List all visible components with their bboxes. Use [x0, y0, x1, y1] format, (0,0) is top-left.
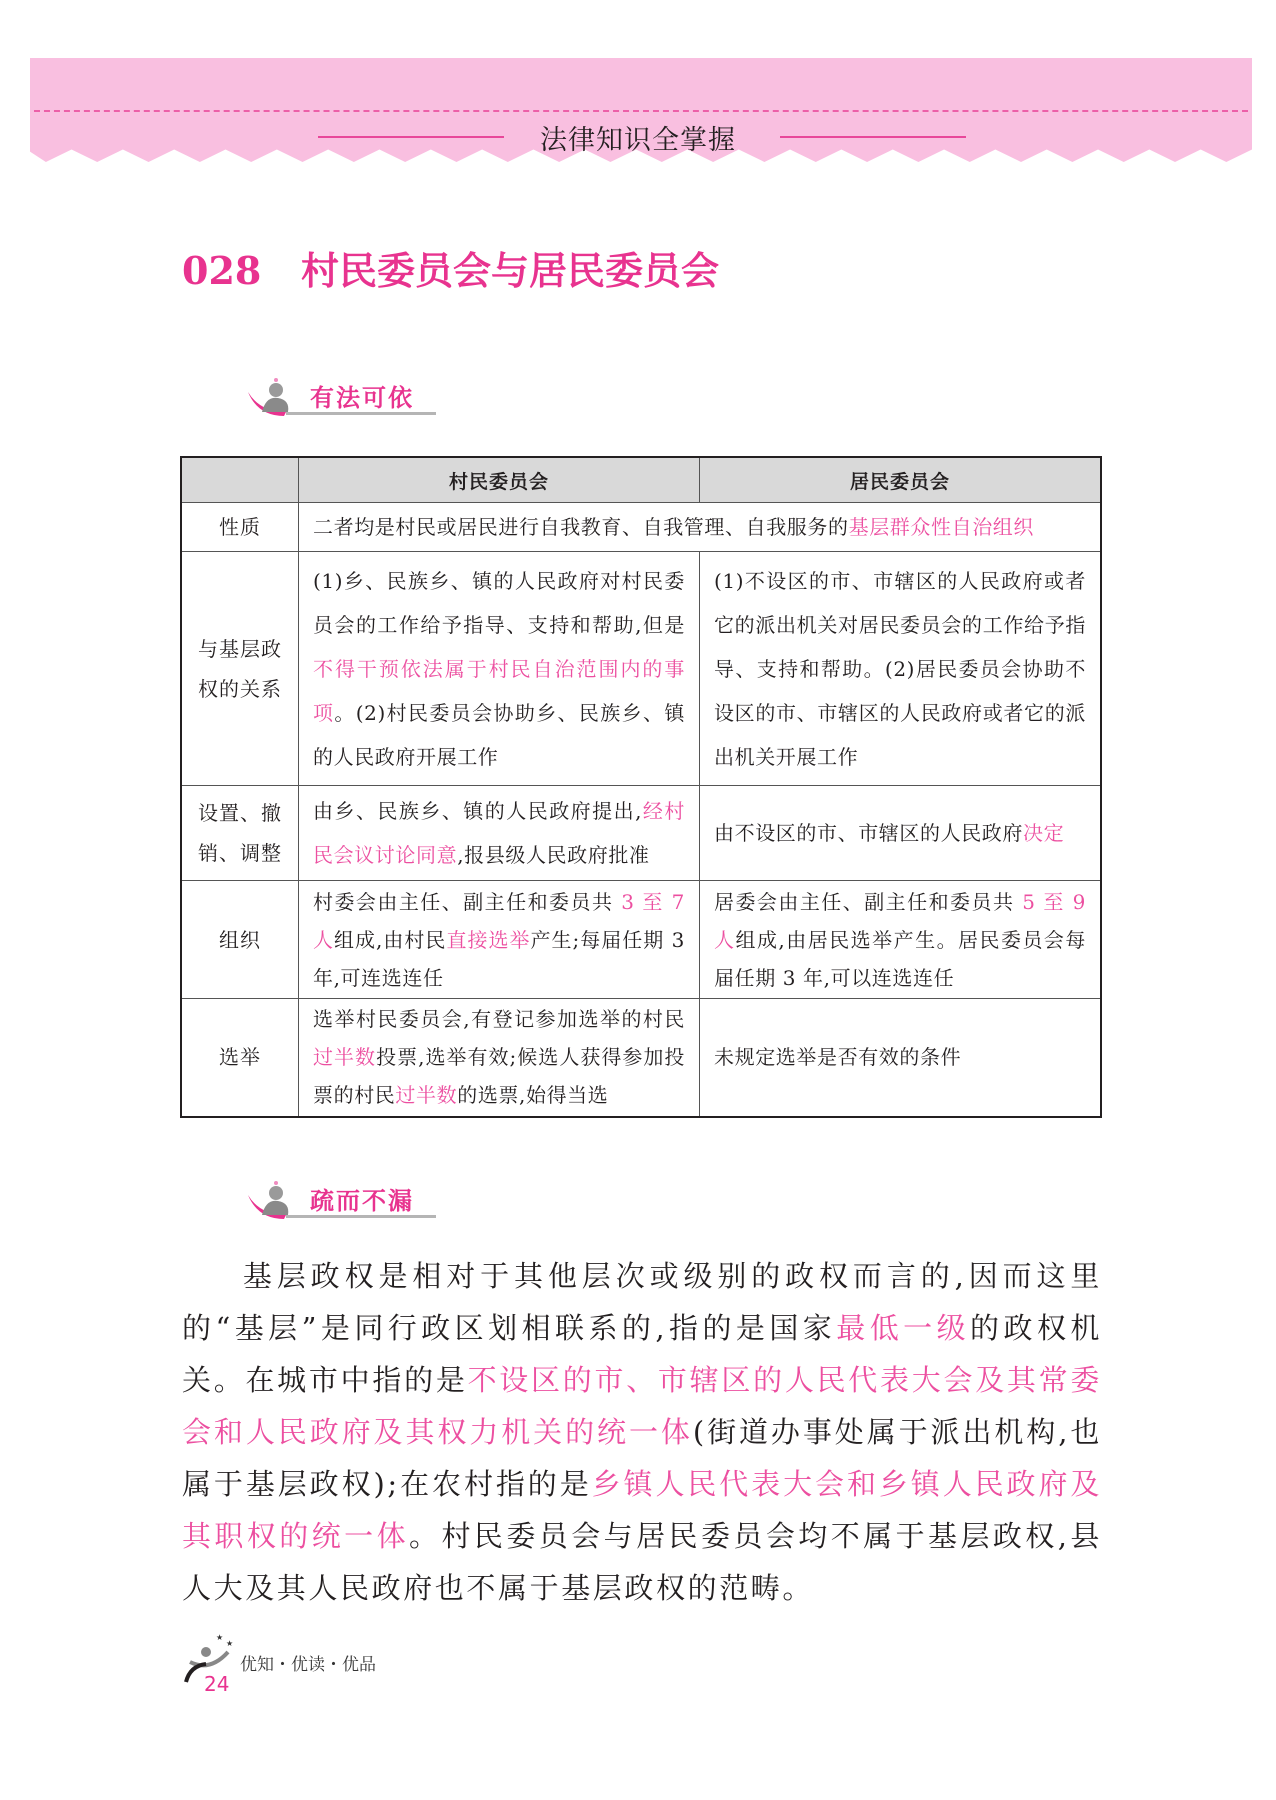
table-row	[181, 503, 1101, 552]
section-label: 有法可依	[310, 384, 414, 412]
highlighted-text: 3 至 7 人	[313, 889, 685, 952]
cell-resident	[700, 881, 1102, 999]
text-segment: (街道办事处属于派出机构,也属于基层政权);在农村指的是	[182, 1415, 1102, 1501]
header-cell-village: 村民委员会	[299, 457, 700, 503]
cell-village	[299, 552, 700, 786]
highlighted-text: 过半数	[313, 1045, 377, 1070]
footer-slogan: 优知・优读・优品	[240, 1655, 376, 1675]
section-badge-legal-basis	[246, 372, 456, 418]
section-underline	[286, 1215, 436, 1218]
section-label: 疏而不漏	[310, 1187, 414, 1215]
highlighted-text: 基层群众性自治组织	[848, 515, 1035, 539]
text-segment: 二者均是村民或居民进行自我教育、自我管理、自我服务的	[313, 515, 849, 539]
table-row	[181, 786, 1101, 881]
highlighted-text: 直接选举	[446, 927, 531, 952]
row-label: 性质	[181, 503, 299, 552]
text-segment: 基层政权是相对于其他层次或级别的政权而言的,因而这里的“基层”是同行政区划相联系的,指的是国家	[182, 1259, 1102, 1345]
header-title: 法律知识全掌握	[540, 125, 736, 156]
cell-resident	[700, 999, 1102, 1117]
section-underline	[286, 412, 436, 415]
table-row	[181, 881, 1101, 999]
highlighted-text: 过半数	[395, 1083, 458, 1108]
explanation-paragraph	[182, 1250, 1102, 1614]
text-segment: (1)不设区的市、市辖区的人民政府或者它的派出机关对居民委员会的工作给予指导、支持和帮助。(2)居民委员会协助不设区的市、市辖区的人民政府或者它的派出机关开展工作	[714, 568, 1086, 769]
text-segment: 组成,由居民选举产生。居民委员会每届任期 3 年,可以连选连任	[714, 927, 1086, 990]
text-segment: 由乡、民族乡、镇的人民政府提出,	[313, 799, 643, 823]
row-label: 选举	[181, 999, 299, 1117]
section-badge-notes	[246, 1175, 456, 1221]
article-heading: 村民委员会与居民委员会	[301, 248, 720, 293]
highlighted-text: 不得干预依法属于村民自治范围内的事项	[313, 656, 685, 725]
text-segment: ,报县级人民政府批准	[457, 843, 650, 867]
text-segment: 居委会由主任、副主任和委员共	[714, 889, 1023, 914]
table-row	[181, 999, 1101, 1117]
svg-text:★: ★	[216, 1633, 224, 1642]
highlighted-text: 经村民会议讨论同意	[313, 799, 685, 867]
header-cell-resident: 居民委员会	[700, 457, 1102, 503]
highlighted-text: 不设区的市、市辖区的人民代表大会及其常委会和人民政府及其权力机关的统一体	[182, 1363, 1102, 1449]
cell-village	[299, 881, 700, 999]
text-segment: 。(2)村民委员会协助乡、民族乡、镇的人民政府开展工作	[313, 700, 685, 769]
cell-resident	[700, 552, 1102, 786]
highlighted-text: 乡镇人民代表大会和乡镇人民政府及其职权的统一体	[182, 1467, 1102, 1553]
row-label: 设置、撤销、调整	[181, 786, 299, 881]
row-label: 与基层政权的关系	[181, 552, 299, 786]
cell-village	[299, 999, 700, 1117]
text-segment: 产生;每届任期 3 年,可连选连任	[313, 927, 685, 990]
comparison-table	[180, 456, 1102, 1118]
text-segment: (1)乡、民族乡、镇的人民政府对村民委员会的工作给予指导、支持和帮助,但是	[313, 568, 685, 637]
cell-resident	[700, 786, 1102, 881]
article-title	[182, 240, 719, 295]
page-number: 24	[204, 1672, 230, 1696]
highlighted-text: 决定	[1023, 821, 1065, 845]
table-row	[181, 552, 1101, 786]
header-cell-empty	[181, 457, 299, 503]
cell-village	[299, 786, 700, 881]
text-segment: 组成,由村民	[334, 927, 447, 952]
text-segment: 投票,选举有效;候选人获得参加投票的村民	[313, 1045, 685, 1108]
article-number: 028	[182, 248, 262, 293]
table-header-row	[181, 457, 1101, 503]
text-segment: 村委会由主任、副主任和委员共	[313, 889, 622, 914]
svg-text:★: ★	[226, 1639, 234, 1648]
header-dashed-line	[34, 110, 1248, 112]
text-segment: 的政权机关。在城市中指的是	[182, 1311, 1102, 1397]
highlighted-text: 5 至 9 人	[714, 889, 1086, 952]
text-segment: 。村民委员会与居民委员会均不属于基层政权,县人大及其人民政府也不属于基层政权的范畴。	[182, 1519, 1102, 1605]
text-segment: 未规定选举是否有效的条件	[714, 1045, 962, 1070]
row-label: 组织	[181, 881, 299, 999]
text-segment: 选举村民委员会,有登记参加选举的村民	[313, 1007, 685, 1032]
text-segment: 由不设区的市、市辖区的人民政府	[714, 821, 1023, 845]
text-segment: 的选票,始得当选	[457, 1083, 609, 1108]
cell-shared	[299, 503, 1102, 552]
highlighted-text: 最低一级	[836, 1311, 971, 1345]
